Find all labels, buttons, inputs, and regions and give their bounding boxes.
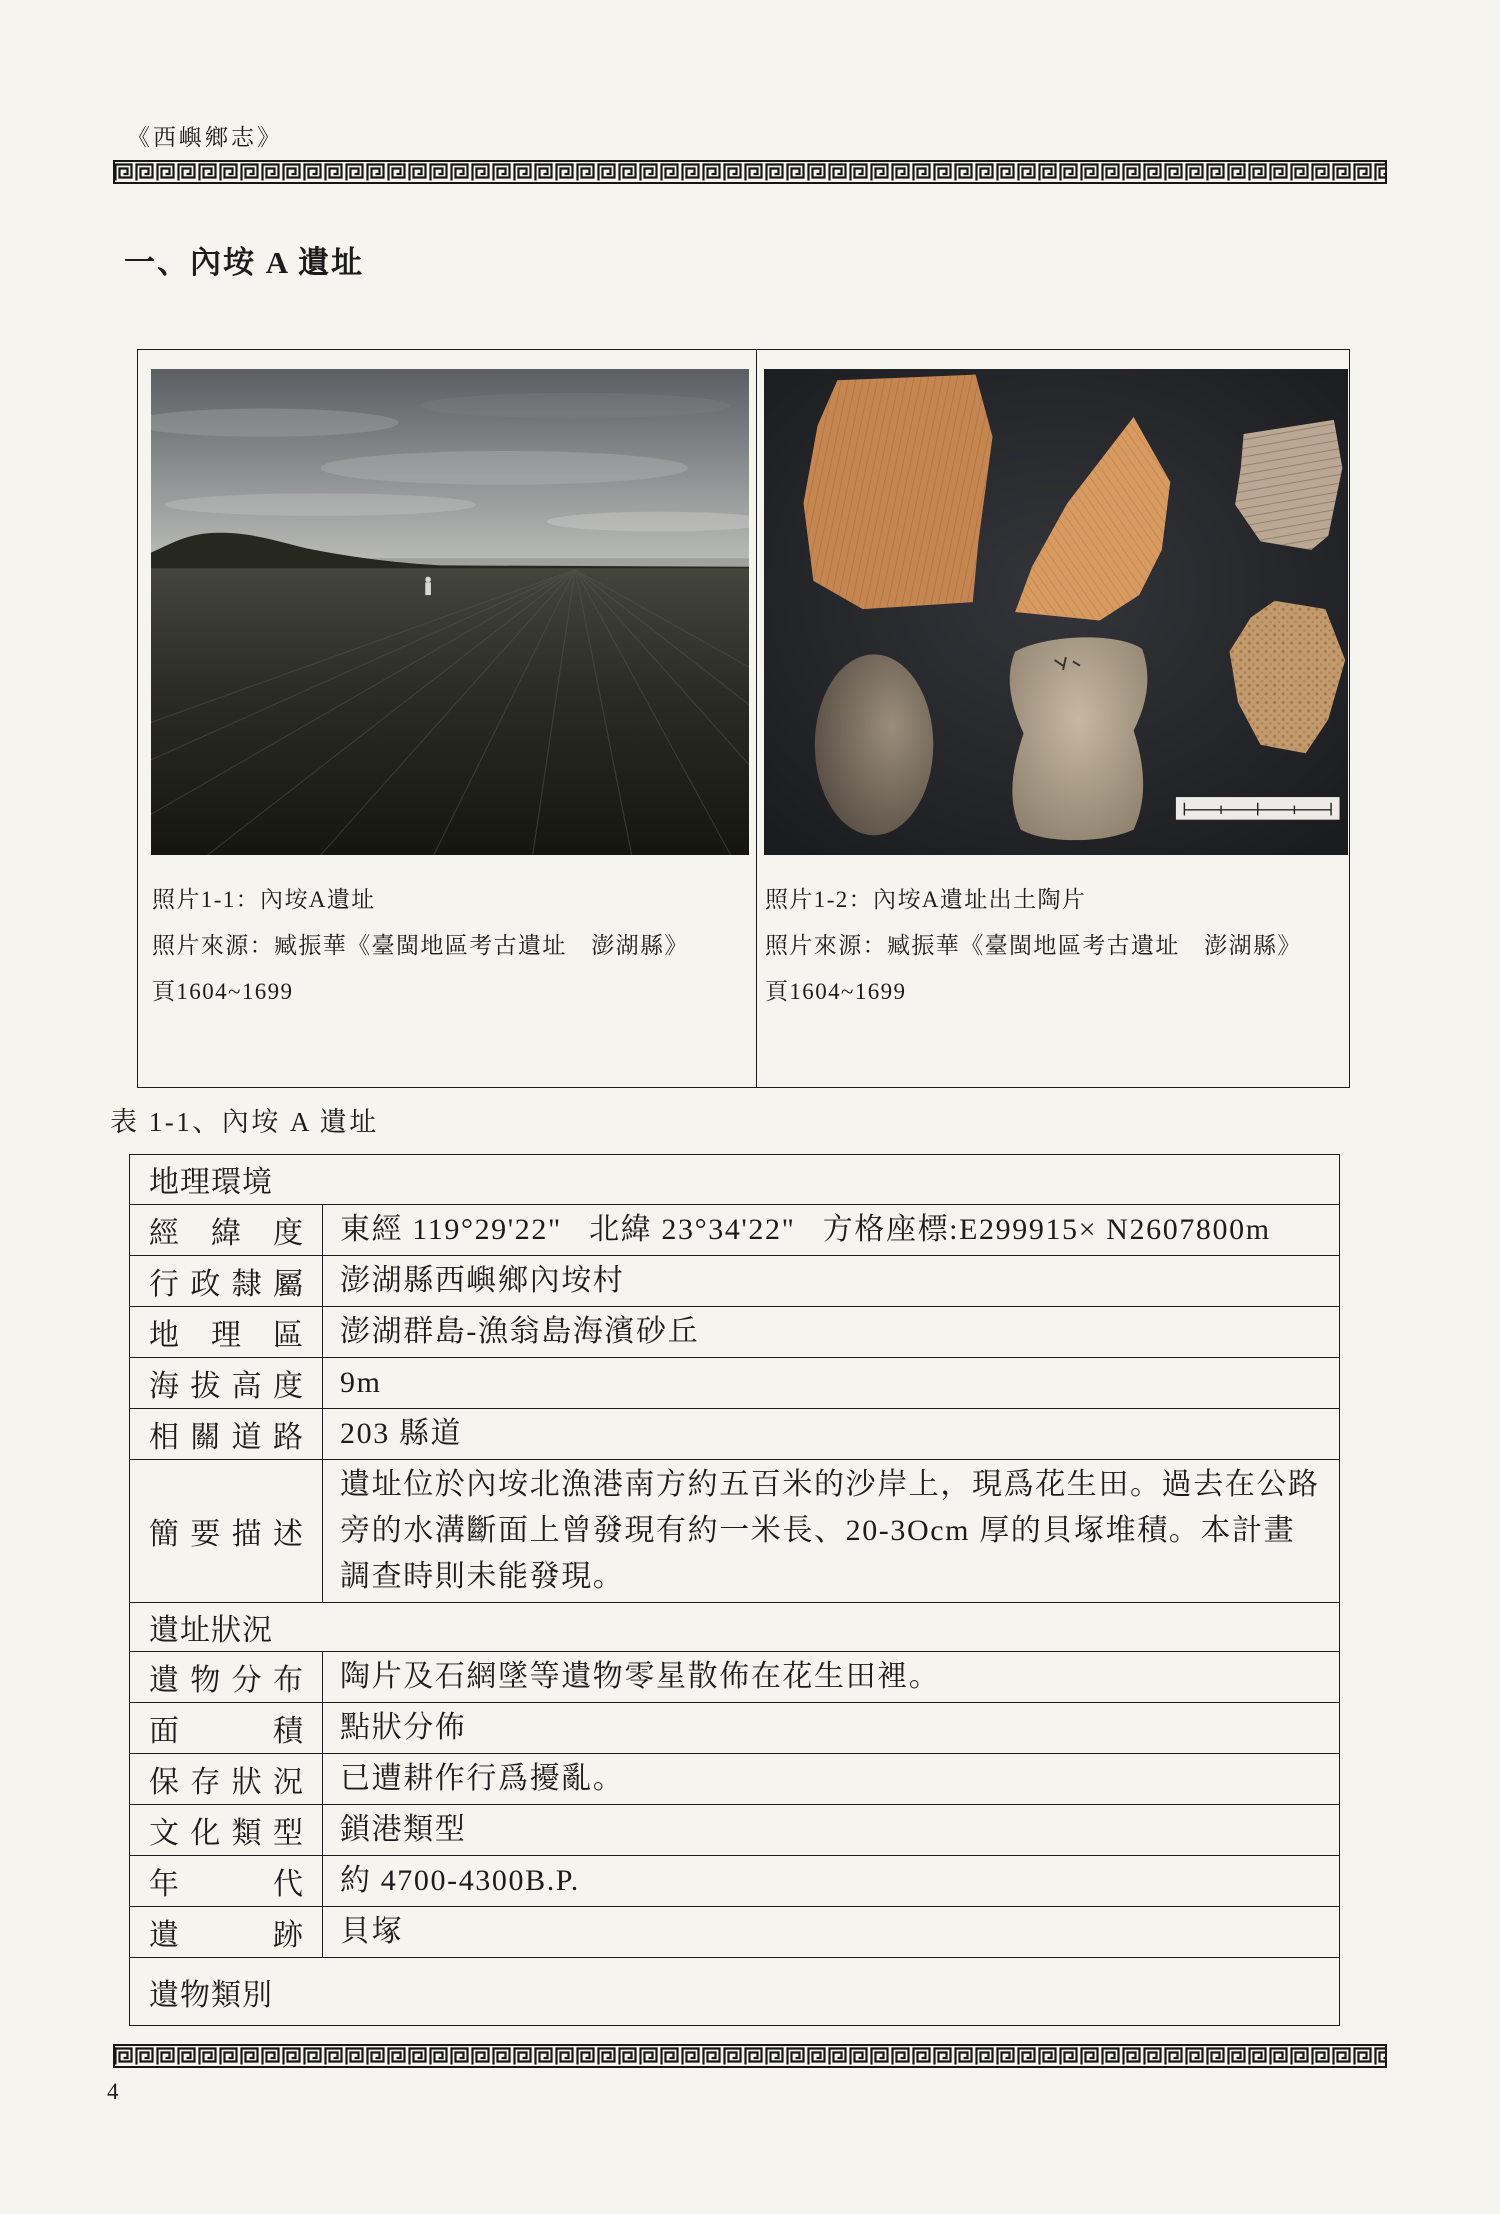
photo-panel <box>137 349 1350 1088</box>
table-row <box>130 1805 1340 1856</box>
row-label-coordinates: 經緯度 <box>130 1204 323 1255</box>
table-row <box>130 1754 1340 1805</box>
pottery-shards-photo <box>764 369 1348 855</box>
section-row-site-status <box>130 1602 1340 1652</box>
section-heading-site-status: 遺址狀況 <box>130 1602 1340 1652</box>
person-figure <box>425 577 431 595</box>
row-value-culture-type: 鎖港類型 <box>323 1805 1340 1856</box>
table-row <box>130 1703 1340 1754</box>
section-row-geography <box>130 1155 1340 1205</box>
running-header-book-title: 《西嶼鄉志》 <box>127 125 283 150</box>
section-row-artifact-types <box>130 1958 1340 2026</box>
row-label-brief-description: 簡要描述 <box>130 1459 323 1602</box>
photo-caption-left <box>152 877 750 1015</box>
photo-caption-source: 照片來源：臧振華《臺閩地區考古遺址 澎湖縣》 <box>152 933 689 958</box>
row-label-preservation-status: 保存狀況 <box>130 1754 323 1805</box>
photo-caption-source: 照片來源：臧振華《臺閩地區考古遺址 澎湖縣》 <box>765 933 1302 958</box>
stone-artifact <box>815 654 933 835</box>
row-value-artifact-distribution: 陶片及石網墜等遺物零星散佈在花生田裡。 <box>323 1652 1340 1703</box>
scale-bar <box>1176 797 1340 820</box>
photo-caption-right <box>765 877 1345 1015</box>
row-label-culture-type: 文化類型 <box>130 1805 323 1856</box>
photo-caption-title: 照片1-1：內垵A遺址 <box>152 887 376 912</box>
section-title: 一、內垵 A 遺址 <box>124 245 365 280</box>
row-value-geographic-region: 澎湖群島-漁翁島海濱砂丘 <box>323 1306 1340 1357</box>
table-row <box>130 1306 1340 1357</box>
photo-caption-pages: 頁1604~1699 <box>152 979 294 1004</box>
row-value-date-range: 約 4700-4300B.P. <box>323 1856 1340 1907</box>
row-value-coordinates: 東經 119°29'22" 北緯 23°34'22" 方格座標:E299915× N2607800m <box>323 1204 1340 1255</box>
row-value-administrative-division: 澎湖縣西嶼鄉內垵村 <box>323 1255 1340 1306</box>
row-value-elevation: 9m <box>323 1357 1340 1408</box>
site-info-table <box>129 1154 1340 2026</box>
photo-caption-pages: 頁1604~1699 <box>765 979 907 1004</box>
column-divider <box>756 350 757 1087</box>
page-number: 4 <box>107 2079 119 2104</box>
table-row <box>130 1357 1340 1408</box>
row-label-geographic-region: 地理區 <box>130 1306 323 1357</box>
photo-caption-title: 照片1-2：內垵A遺址出土陶片 <box>765 887 1087 912</box>
row-value-features: 貝塚 <box>323 1907 1340 1958</box>
table-row <box>130 1856 1340 1907</box>
table-row <box>130 1255 1340 1306</box>
stone-net-sinker <box>1010 637 1148 840</box>
table-row <box>130 1459 1340 1602</box>
row-label-elevation: 海拔高度 <box>130 1357 323 1408</box>
row-label-date-range: 年代 <box>130 1856 323 1907</box>
table-row <box>130 1907 1340 1958</box>
table-row <box>130 1652 1340 1703</box>
site-landscape-photo <box>151 369 749 855</box>
greek-key-border-top <box>113 160 1387 184</box>
row-value-preservation-status: 已遭耕作行爲擾亂。 <box>323 1754 1340 1805</box>
table-caption: 表 1-1、內垵 A 遺址 <box>110 1107 379 1137</box>
row-label-related-road: 相關道路 <box>130 1408 323 1459</box>
row-label-administrative-division: 行政隸屬 <box>130 1255 323 1306</box>
row-label-artifact-distribution: 遺物分布 <box>130 1652 323 1703</box>
section-heading-geography: 地理環境 <box>130 1155 1340 1205</box>
row-label-features: 遺跡 <box>130 1907 323 1958</box>
row-label-area: 面積 <box>130 1703 323 1754</box>
row-value-area: 點狀分佈 <box>323 1703 1340 1754</box>
row-value-related-road: 203 縣道 <box>323 1408 1340 1459</box>
section-heading-artifact-types: 遺物類別 <box>130 1958 1340 2026</box>
pottery-shard-large <box>803 375 992 610</box>
row-value-brief-description: 遺址位於內垵北漁港南方約五百米的沙岸上，現爲花生田。過去在公路旁的水溝斷面上曾發現有約一米長、20-3Ocm 厚的貝塚堆積。本計畫調查時則未能發現。 <box>323 1459 1340 1602</box>
table-row <box>130 1408 1340 1459</box>
field <box>151 568 749 855</box>
greek-key-border-bottom <box>113 2044 1387 2068</box>
table-row <box>130 1204 1340 1255</box>
